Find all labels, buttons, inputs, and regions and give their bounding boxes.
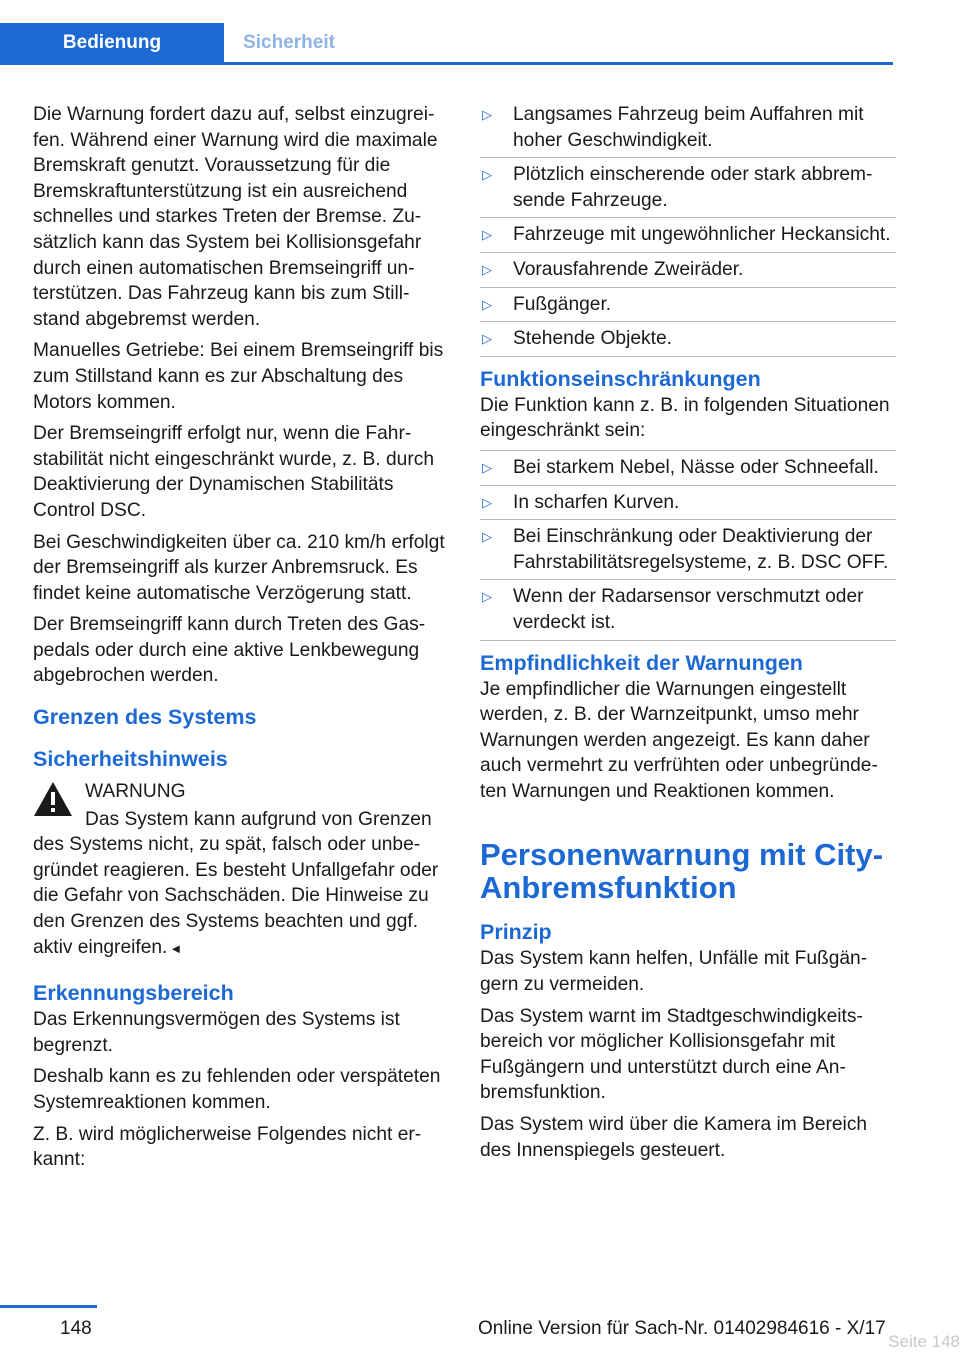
list-item: ▷ Stehende Objekte. [480, 322, 896, 357]
list-item: ▷ Fußgänger. [480, 288, 896, 323]
heading-sicherheitshinweis: Sicherheitshinweis [33, 747, 228, 772]
paragraph-prinzip-2: Das System warnt im Stadtgeschwindigkeitsbereich vor möglicher Kollisionsgefahr mit Fußgängern und unterstützt durch eine Anbremsfunktion. [480, 1005, 863, 1104]
warning-triangle-icon [33, 781, 73, 817]
warning-body: Das System kann aufgrund von Grenzen des Systems nicht, zu spät, falsch oder unbegründet reagieren. Es besteht Unfallgefahr oder die Gefahr von Sachschäden. Die Hinweise zu den Grenzen des Systems beachten und ggf. aktiv eingreifen. [33, 808, 439, 958]
list-item: ▷ Vorausfahrende Zweiräder. [480, 253, 896, 288]
tab-bedienung[interactable]: Bedienung [0, 23, 224, 62]
paragraph-prinzip-3: Das System wird über die Kamera im Bereich des Innenspiegels gesteuert. [480, 1114, 868, 1161]
list-item: ▷ Bei starkem Nebel, Nässe oder Schneefall. [480, 451, 896, 486]
paragraph-abort: Der Bremseingriff kann durch Treten des Gaspedals oder durch eine aktive Lenkbewegung abgebrochen werden. [33, 614, 426, 687]
list-bullet-icon: ▷ [482, 529, 492, 545]
heading-erkennungsbereich: Erkennungsbereich [33, 981, 234, 1006]
list-item: ▷ In scharfen Kurven. [480, 486, 896, 521]
heading-grenzen: Grenzen des Systems [33, 705, 257, 730]
list-bullet-icon: ▷ [482, 107, 492, 122]
list-bullet-icon: ▷ [482, 459, 492, 475]
list-bullet-icon: ▷ [482, 227, 492, 243]
page-number: 148 [60, 1318, 92, 1339]
footer-rule [0, 1305, 97, 1308]
list-bullet-icon: ▷ [482, 261, 492, 277]
list-limitations [480, 450, 896, 641]
heading-personenwarnung: Personenwarnung mit City-Anbremsfunktion [480, 837, 884, 906]
end-marker-icon: ◄ [169, 940, 183, 956]
paragraph-erkennung-1: Das Erkennungsvermögen des Systems ist begrenzt. [33, 1009, 400, 1056]
list-item: ▷ Plötzlich einscherende oder stark abbremsende Fahrzeuge. [480, 158, 896, 218]
list-item: ▷ Wenn der Radarsensor verschmutzt oder verdeckt ist. [480, 580, 896, 640]
list-bullet-icon: ▷ [482, 296, 492, 312]
paragraph-erkennung-2: Deshalb kann es zu fehlenden oder verspäteten Systemreaktionen kommen. [33, 1066, 441, 1113]
warning-block [33, 779, 449, 961]
list-item: ▷ Fahrzeuge mit ungewöhnlicher Heckansicht. [480, 218, 896, 253]
paragraph-funktion: Die Funktion kann z. B. in folgenden Situationen eingeschränkt sein: [480, 394, 890, 442]
paragraph-empfindlichkeit: Je empfindlicher die Warnungen eingestellt werden, z. B. der Warnzeitpunkt, umso mehr Warnungen werden angezeigt. Es kann daher auch vermehrt zu verfrühten oder unbegründeten Warnungen und Reaktionen kommen. [480, 678, 878, 802]
header-tabs [0, 23, 893, 65]
list-not-detected [480, 98, 896, 357]
list-item: ▷ Bei Einschränkung oder Deaktivierung der Fahrstabilitätsregelsysteme, z. B. DSC OFF. [480, 520, 896, 580]
left-column [33, 102, 449, 1179]
online-version: Online Version für Sach-Nr. 01402984616 - X/17 [478, 1318, 886, 1339]
list-item: ▷ Langsames Fahrzeug beim Auffahren mit hoher Geschwindigkeit. [480, 98, 896, 158]
paragraph-erkennung-3: Z. B. wird möglicherweise Folgendes nicht erkannt: [33, 1123, 422, 1171]
paragraph-speed: Bei Geschwindigkeiten über ca. 210 km/h erfolgt der Bremseingriff als kurzer Anbremsruck. Es findet keine automatische Verzögerung statt. [33, 531, 445, 604]
list-bullet-icon: ▷ [482, 589, 492, 605]
paragraph-prinzip-1: Das System kann helfen, Unfälle mit Fußgängern zu vermeiden. [480, 948, 868, 996]
list-bullet-icon: ▷ [482, 331, 492, 347]
list-bullet-icon: ▷ [482, 167, 492, 183]
heading-empfindlichkeit: Empfindlichkeit der Warnungen [480, 650, 803, 675]
paragraph-stability: Der Bremseingriff erfolgt nur, wenn die Fahrstabilität nicht eingeschränkt wurde, z. B. durch Deaktivierung der Dynamischen Stabilitäts Control DSC. [33, 423, 435, 521]
heading-prinzip: Prinzip [480, 920, 552, 945]
paragraph-manual-gearbox: Manuelles Getriebe: Bei einem Bremseingriff bis zum Stillstand kann es zur Abschaltung des Motors kommen. [33, 340, 444, 413]
right-column [480, 102, 896, 1169]
paragraph-warning-brake: Die Warnung fordert dazu auf, selbst einzugreifen. Während einer Warnung wird die maximale Bremskraft genutzt. Voraussetzung für die Bremskraftunterstützung ist ein ausreichend schnelles und starkes Treten der Bremse. Zusätzlich kann das System bei Kollisionsgefahr durch einen automatischen Bremseingriff unterstützen. Das Fahrzeug kann bis zum Stillstand abgebremst werden. [33, 104, 438, 330]
list-bullet-icon: ▷ [482, 494, 492, 510]
tab-sicherheit[interactable]: Sicherheit [243, 32, 335, 53]
warning-text [33, 807, 449, 962]
warning-title: WARNUNG [85, 781, 186, 803]
watermark: Seite 148 [888, 1332, 960, 1351]
heading-funktionseinschraenkungen: Funktionseinschränkungen [480, 366, 761, 391]
